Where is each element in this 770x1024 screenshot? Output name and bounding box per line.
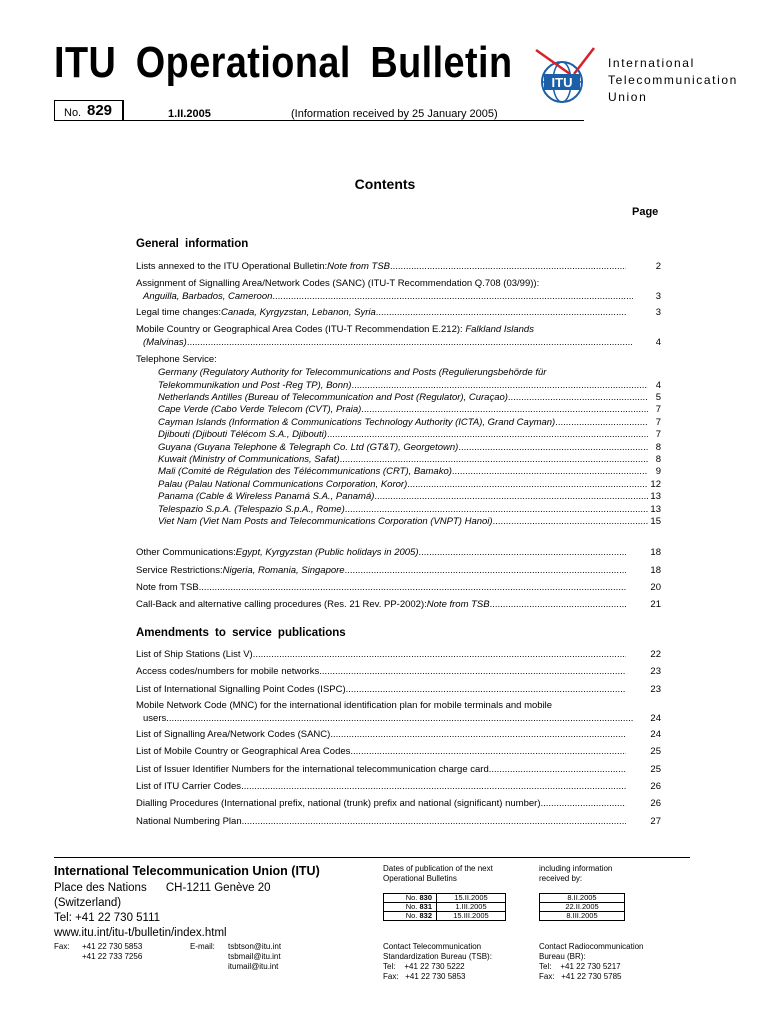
footer-rule [54,857,690,858]
footer-address [54,881,271,941]
section-title: Amendments to service publications [136,627,346,639]
recv-date: 8.II.2005 [540,894,625,903]
logo-text: ITU [551,75,573,90]
entry-italic: Netherlands Antilles (Bureau of Telecommunication and Post (Regulator), Curaçao) [158,392,508,403]
contents-heading: Contents [354,176,416,192]
issue-number-box [54,100,124,121]
entry-italic: Germany (Regulatory Authority for Telecommunications and Posts (Regulierungsbehörde für [158,367,547,378]
entry-italic: Egypt, Kyrgyzstan (Public holidays in 2005) [235,547,419,558]
received-dates-table [539,893,625,921]
entry-text: Note from TSB [136,582,199,593]
pub-date: 1.III.2005 [437,903,506,912]
entry-text: List of ITU Carrier Codes [136,781,242,792]
entry-text: List of Signalling Area/Network Codes (SANC) [136,729,331,740]
bulletin-title: ITU Operational Bulletin [54,38,513,87]
inc-hdr-line: including information [539,864,613,873]
entry-text: Assignment of Signalling Area/Network Codes (SANC) (ITU-T Recommendation Q.708 (03/99)): [136,278,540,289]
entry-italic: Cape Verde (Cabo Verde Telecom (CVT), Praia) [158,404,362,416]
entry-page: 3 [655,290,661,302]
page-column-label: Page [632,206,659,218]
entry-italic: Nigeria, Romania, Singapore [222,565,345,576]
entry-text: Service Restrictions: [136,565,223,576]
entry-text: Lists annexed to the ITU Operational Bulletin: [136,261,328,272]
org-line: Union [608,90,648,104]
entry-page: 8 [655,454,661,465]
toc-entry[interactable] [136,278,661,303]
entry-italic: Anguilla, Barbados, Cameroon [143,290,273,302]
entry-text: Call-Back and alternative calling procedures (Res. 21 Rev. PP-2002): [136,599,427,610]
entry-page: 26 [650,781,661,792]
recv-date: 22.II.2005 [540,903,625,912]
entry-italic: Panama (Cable & Wireless Panamá S.A., Panamá) [158,491,375,503]
pub-no-label: No. [405,893,418,902]
issue-date: 1.II.2005 [168,108,211,120]
entry-text: List of Issuer Identifier Numbers for the international telecommunication charge card [136,764,489,775]
organization-name [608,55,738,106]
toc-subentry[interactable] [136,417,661,430]
entry-italic: Palau (Palau National Communications Corporation, Koror) [158,478,408,490]
entry-text: Telephone Service: [136,354,217,365]
entry-italic: Telespazio S.p.A. (Telespazio S.p.A., Rome) [158,503,345,515]
footer-web-link[interactable]: www.itu.int/itu-t/bulletin/index.html [54,927,227,939]
entry-page: 21 [650,599,661,610]
header-rule [54,120,584,121]
pub-number: 831 [419,902,432,911]
entry-italic: Canada, Kyrgyzstan, Lebanon, Syria [221,307,376,318]
entry-page: 18 [650,547,661,558]
recv-row [540,912,625,921]
publication-dates-table [383,893,506,921]
toc-entry[interactable] [136,547,661,560]
entry-text: List of Ship Stations (List V) [136,649,253,660]
email-link[interactable]: itumail@itu.int [228,962,279,971]
entry-text: Access codes/numbers for mobile networks [136,666,320,677]
entry-page: 4 [655,336,661,348]
toc-entry[interactable] [136,582,661,595]
toc-entry[interactable] [136,781,661,794]
footer-fax [54,942,143,961]
addr-line: (Switzerland) [54,897,122,909]
tsb-fax: Fax: +41 22 730 5853 [383,972,466,981]
tsb-contact [383,942,533,982]
toc-subentry[interactable] [136,479,661,492]
entry-text: List of Mobile Country or Geographical Area Codes [136,746,351,757]
entry-page: 23 [650,684,661,695]
addr-line: CH-1211 Genève 20 [165,882,271,894]
email-label: E-mail: [190,942,215,951]
entry-text: List of International Signalling Point Codes (ISPC) [136,684,346,695]
entry-italic: Mali (Comité de Régulation des Télécommunications (CRT), Bamako) [158,466,452,478]
pub-row [384,894,506,903]
toc-subentry[interactable] [136,442,661,455]
entry-page: 7 [655,429,661,441]
entry-text: Dialling Procedures (International prefix, national (trunk) prefix and national (significant) number) [136,798,541,809]
entry-page: 5 [655,392,661,403]
toc-subentry[interactable] [136,429,661,442]
entry-text: Legal time changes: [136,307,222,318]
toc-entry [136,354,661,367]
br-fax: Fax: +41 22 730 5785 [539,972,622,981]
issue-number: 829 [87,102,113,119]
toc-entry[interactable] [136,666,661,679]
publication-dates-header [383,864,493,884]
entry-page: 13 [650,503,661,515]
footer-email [190,942,282,971]
toc-entry[interactable] [136,764,661,777]
toc-entry[interactable] [136,565,661,578]
section-title: General information [136,238,249,250]
entry-page: 27 [650,816,661,827]
fax-number: +41 22 733 7256 [82,952,143,961]
recv-date: 8.III.2005 [540,912,625,921]
addr-line: Place des Nations [54,882,147,894]
toc-entry[interactable] [136,729,661,742]
entry-page: 9 [655,466,661,478]
entry-italic: Djibouti (Djibouti Télécom S.A., Djibouti) [158,429,327,441]
entry-page: 13 [650,491,661,503]
toc-entry[interactable] [136,261,661,274]
email-link[interactable]: tsbmail@itu.int [228,952,281,961]
toc-subentry[interactable] [136,504,661,517]
fax-number: +41 22 730 5853 [82,942,143,951]
br-contact [539,942,689,982]
entry-page: 7 [655,404,661,416]
entry-italic: Kuwait (Ministry of Communications, Safat) [158,454,340,465]
pub-number: 830 [419,893,432,902]
toc-entry[interactable] [136,816,661,829]
toc-entry[interactable] [136,324,661,349]
entry-page: 20 [650,582,661,593]
toc-entry[interactable] [136,746,661,759]
org-line: International [608,56,695,70]
issue-no-label: No. [64,107,82,119]
received-note: (Information received by 25 January 2005) [291,108,498,120]
toc-subentry[interactable] [136,367,661,392]
br-line: Contact Radiocommunication [539,942,644,951]
toc-subentry[interactable] [136,516,661,529]
inc-hdr-line: received by: [539,874,583,883]
pub-date: 15.III.2005 [437,912,506,921]
email-link[interactable]: tsbtson@itu.int [228,942,282,951]
entry-page: 24 [650,712,661,724]
entry-page: 15 [650,516,661,527]
br-line: Bureau (BR): [539,952,586,961]
entry-page: 4 [655,379,661,391]
pub-no-label: No. [405,911,418,920]
entry-italic: Viet Nam (Viet Nam Posts and Telecommunications Corporation (VNPT) Hanoi) [158,516,493,527]
entry-italic: Note from TSB [327,261,390,272]
pub-number: 832 [419,911,432,920]
entry-text: users [143,712,167,724]
entry-page: 23 [650,666,661,677]
entry-text: National Numbering Plan [136,816,242,827]
pub-hdr-line: Operational Bulletins [383,874,457,883]
tsb-tel: Tel: +41 22 730 5222 [383,962,465,971]
entry-page: 2 [655,261,661,272]
entry-page: 26 [650,798,661,809]
entry-page: 7 [655,416,661,428]
entry-text: Other Communications: [136,547,236,558]
fax-label: Fax: [54,942,70,951]
entry-italic: Telekommunikation und Post -Reg TP), Bonn) [158,379,352,391]
pub-no-label: No. [405,902,418,911]
br-tel: Tel: +41 22 730 5217 [539,962,621,971]
entry-page: 18 [650,565,661,576]
entry-italic: Cayman Islands (Information & Communications Technology Authority (ICTA), Grand Cayman) [158,416,556,428]
entry-page: 24 [650,729,661,740]
entry-page: 3 [655,307,661,318]
itu-logo [530,44,600,114]
pub-date: 15.II.2005 [437,894,506,903]
org-line: Telecommunication [608,73,738,87]
toc-entry[interactable] [136,649,661,662]
entry-page: 25 [650,746,661,757]
entry-italic: Falkland Islands [465,324,534,335]
entry-text: Mobile Country or Geographical Area Codes (ITU-T Recommendation E.212): [136,324,466,335]
entry-page: 22 [650,649,661,660]
toc-subentry[interactable] [136,491,661,504]
toc-entry[interactable] [136,798,661,811]
toc-subentry[interactable] [136,404,661,417]
including-info-header [539,864,612,884]
entry-page: 25 [650,764,661,775]
toc-entry[interactable] [136,599,661,612]
pub-row [384,912,506,921]
tsb-line: Contact Telecommunication [383,942,482,951]
toc-subentry[interactable] [136,454,661,467]
toc-subentry[interactable] [136,392,661,405]
tsb-line: Standardization Bureau (TSB): [383,952,492,961]
footer-org: International Telecommunication Union (ITU) [54,864,320,878]
entry-italic: (Malvinas) [143,336,187,348]
toc-subentry[interactable] [136,466,661,479]
entry-page: 8 [655,441,661,453]
entry-page: 12 [650,478,661,490]
entry-italic: Note from TSB [426,599,490,610]
entry-italic: Guyana (Guyana Telephone & Telegraph Co. Ltd (GT&T), Georgetown) [158,441,459,453]
pub-hdr-line: Dates of publication of the next [383,864,493,873]
toc-entry[interactable] [136,700,661,725]
toc-entry[interactable] [136,307,661,320]
toc-entry[interactable] [136,684,661,697]
footer-tel: Tel: +41 22 730 5111 [54,912,161,924]
entry-text: Mobile Network Code (MNC) for the international identification plan for mobile terminals and mobile [136,700,553,711]
pub-number-cell [384,912,437,921]
